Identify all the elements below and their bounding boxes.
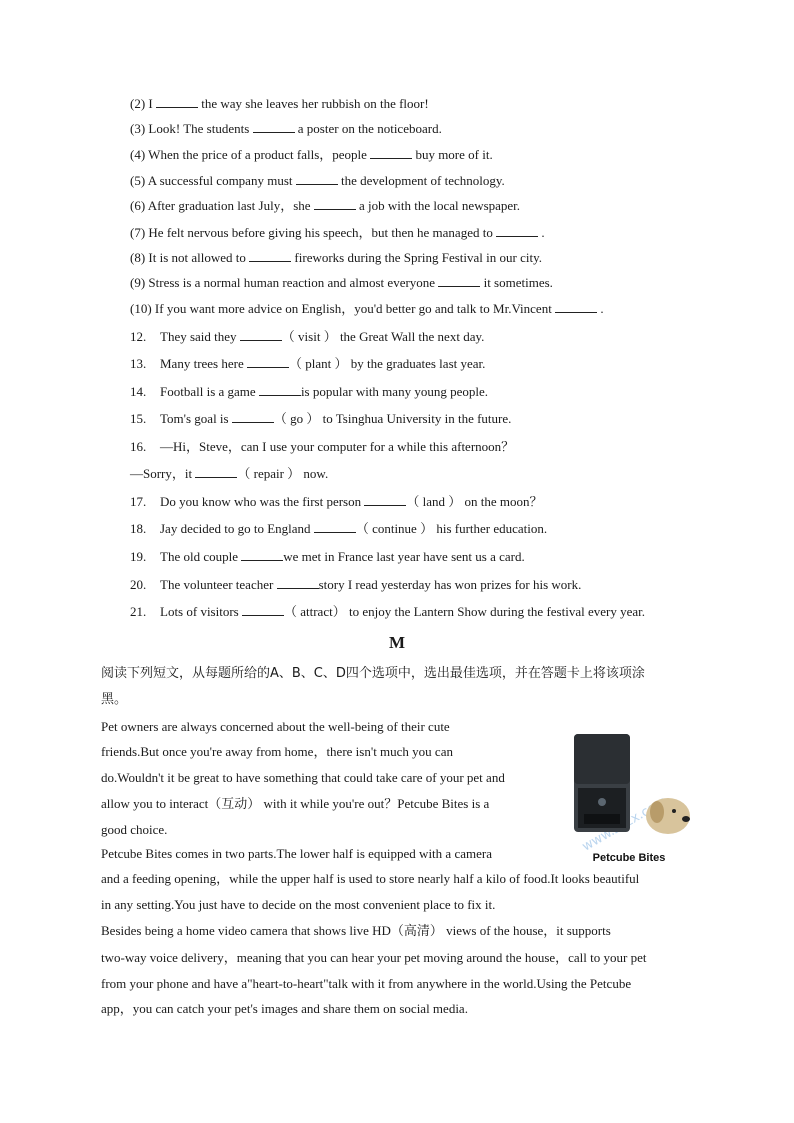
answer-blank[interactable] — [156, 96, 198, 108]
sub-item: (2) I the way she leaves her rubbish on the floor! — [130, 96, 429, 111]
answer-blank[interactable] — [249, 250, 291, 262]
passage-line: app，you can catch your pet's images and share them on social media. — [101, 1001, 468, 1016]
sub-item: (6) After graduation last July，she a job with the local newspaper. — [130, 198, 521, 213]
answer-blank[interactable] — [296, 173, 338, 185]
answer-blank[interactable] — [259, 384, 301, 396]
passage-line: two-way voice delivery，meaning that you can hear your pet moving around the house，call to your pet — [101, 950, 647, 965]
question: 12. They said they （ visit ） the Great Wall the next day. — [130, 329, 485, 344]
answer-blank[interactable] — [314, 521, 356, 533]
sub-item: (4) When the price of a product falls，people buy more of it. — [130, 147, 493, 162]
question: 19. The old couple we met in France last year have sent us a card. — [130, 549, 525, 564]
question: 20. The volunteer teacher story I read yesterday has won prizes for his work. — [130, 577, 582, 592]
answer-blank[interactable] — [277, 577, 319, 589]
sub-item: (8) It is not allowed to fireworks during the Spring Festival in our city. — [130, 250, 542, 265]
passage-line: friends.But once you're away from home，there isn't much you can — [101, 744, 453, 759]
passage-line: do.Wouldn't it be great to have something that could take care of your pet and — [101, 770, 505, 785]
answer-blank[interactable] — [253, 121, 295, 133]
question-continuation: —Sorry，it （ repair ） now. — [130, 466, 329, 481]
sub-item: (10) If you want more advice on English，you'd better go and talk to Mr.Vincent . — [130, 301, 604, 316]
passage-line: and a feeding opening，while the upper half is used to store nearly half a kilo of food.It looks beautiful — [101, 871, 640, 886]
question: 16. —Hi，Steve，can I use your computer for a while this afternoon？ — [130, 439, 515, 454]
sub-item: (5) A successful company must the development of technology. — [130, 173, 505, 188]
answer-blank[interactable] — [364, 494, 406, 506]
passage-line: good choice. — [101, 822, 168, 837]
question: 18. Jay decided to go to England （ continue ） his further education. — [130, 521, 548, 536]
photo-caption: Petcube Bites — [592, 852, 666, 864]
answer-blank[interactable] — [496, 225, 538, 237]
petcube-illustration — [556, 724, 702, 870]
answer-blank[interactable] — [314, 198, 356, 210]
passage-line: in any setting.You just have to decide on the most convenient place to fix it. — [101, 897, 496, 912]
answer-blank[interactable] — [242, 604, 284, 616]
sub-item: (9) Stress is a normal human reaction and almost everyone it sometimes. — [130, 275, 553, 290]
question: 21. Lots of visitors （ attract） to enjoy the Lantern Show during the festival every year. — [130, 604, 645, 619]
answer-blank[interactable] — [555, 301, 597, 313]
passage-line: allow you to interact（互动） with it while you're out？Petcube Bites is a — [101, 796, 490, 811]
section-heading: M — [388, 633, 406, 652]
instructions-cont: 黑。 — [101, 692, 128, 707]
passage-line: Besides being a home video camera that shows live HD（高清） views of the house，it supports — [101, 923, 611, 938]
answer-blank[interactable] — [247, 356, 289, 368]
sub-item: (3) Look! The students a poster on the noticeboard. — [130, 121, 442, 136]
passage-line: Pet owners are always concerned about the well-being of their cute — [101, 719, 450, 734]
answer-blank[interactable] — [195, 466, 237, 478]
passage-line: from your phone and have a"heart-to-heart"talk with it from anywhere in the world.Using the Petcube — [101, 976, 632, 991]
instructions: 阅读下列短文，从每题所给的A、B、C、D四个选项中，选出最佳选项，并在答题卡上将该项涂 — [101, 666, 645, 681]
product-photo — [556, 724, 702, 870]
answer-blank[interactable] — [232, 411, 274, 423]
question: 13. Many trees here （ plant ） by the graduates last year. — [130, 356, 486, 371]
answer-blank[interactable] — [438, 275, 480, 287]
question: 14. Football is a game is popular with many young people. — [130, 384, 488, 399]
question: 17. Do you know who was the first person （ land ） on the moon？ — [130, 494, 543, 509]
answer-blank[interactable] — [370, 147, 412, 159]
question: 15. Tom's goal is （ go ） to Tsinghua University in the future. — [130, 411, 512, 426]
passage-line: Petcube Bites comes in two parts.The lower half is equipped with a camera — [101, 846, 492, 861]
sub-item: (7) He felt nervous before giving his speech，but then he managed to . — [130, 225, 545, 240]
answer-blank[interactable] — [241, 549, 283, 561]
answer-blank[interactable] — [240, 329, 282, 341]
